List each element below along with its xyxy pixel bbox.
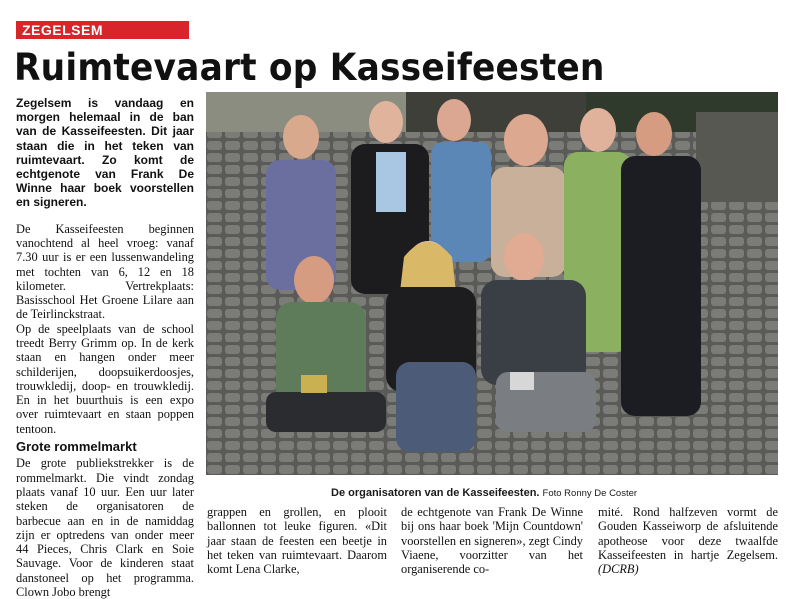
caption-text: De organisatoren van de Kasseifeesten.	[331, 487, 540, 499]
article-column-2	[207, 505, 387, 576]
article-column-left	[16, 96, 194, 599]
closing-text: mité. Rond halfzeven vormt de Gouden Kasseiworp de afsluitende apotheose voor deze twaalfde Kasseifeesten in hartje Zegelsem.	[598, 505, 778, 562]
body-paragraph: grappen en grollen, en plooit ballonnen tot leuke figuren. «Dit jaar staan de feesten een beetje in het teken van ruimtevaart. Daarom komt Lena Clarke,	[207, 505, 387, 577]
headline: Ruimtevaart op Kasseifeesten	[14, 46, 605, 89]
article-column-3	[401, 505, 583, 576]
body-paragraph: de echtgenote van Frank De Winne bij ons haar boek 'Mijn Countdown' voorstellen en signeren», zegt Cindy Viaene, voorzitter van het organiserende co-	[401, 505, 583, 577]
intro-paragraph: Zegelsem is vandaag en morgen helemaal in de ban van de Kasseifeesten. Dit jaar staan die in het teken van ruimtevaart. Zo komt de echtgenote van Frank De Winne haar boek voorstellen en signeren.	[16, 96, 194, 210]
article-column-4	[598, 505, 778, 576]
photo-credit: Foto Ronny De Coster	[542, 488, 638, 499]
section-tag: ZEGELSEM	[16, 21, 189, 39]
body-paragraph: De Kasseifeesten beginnen vanochtend al heel vroeg: vanaf 7.30 uur is er een lussenwandeling met tochten van 6, 12 en 18 kilometer. Vertrekplaats: Basisschool Het Groene Lilare aan de Teirlinckstraat.	[16, 221, 194, 322]
body-paragraph: Op de speelplaats van de school treedt Berry Grimm op. In de kerk staan en hangen onder meer schilderijen, doopsuikerdoosjes, trouwkledij, doop- en trouwkledij. En in het buurthuis is een expo over ruimtevaart en staan poppen tentoon.	[16, 321, 194, 436]
photo-caption	[331, 487, 637, 499]
body-paragraph: De grote publiekstrekker is de rommelmarkt. Die vindt zondag plaats vanaf 10 uur. Een uur later steken de organisatoren de barbecue aan en in de namiddag zijn er optredens van onder meer 44 Pieces, Chris Clark en Soie Sauvage. Voor de kinderen staat danstoneel op het programma. Clown Jobo brengt	[16, 456, 194, 599]
group-photo	[206, 92, 778, 475]
subheading: Grote rommelmarkt	[16, 439, 137, 455]
author-signature: (DCRB)	[598, 562, 639, 577]
body-paragraph	[598, 505, 778, 576]
